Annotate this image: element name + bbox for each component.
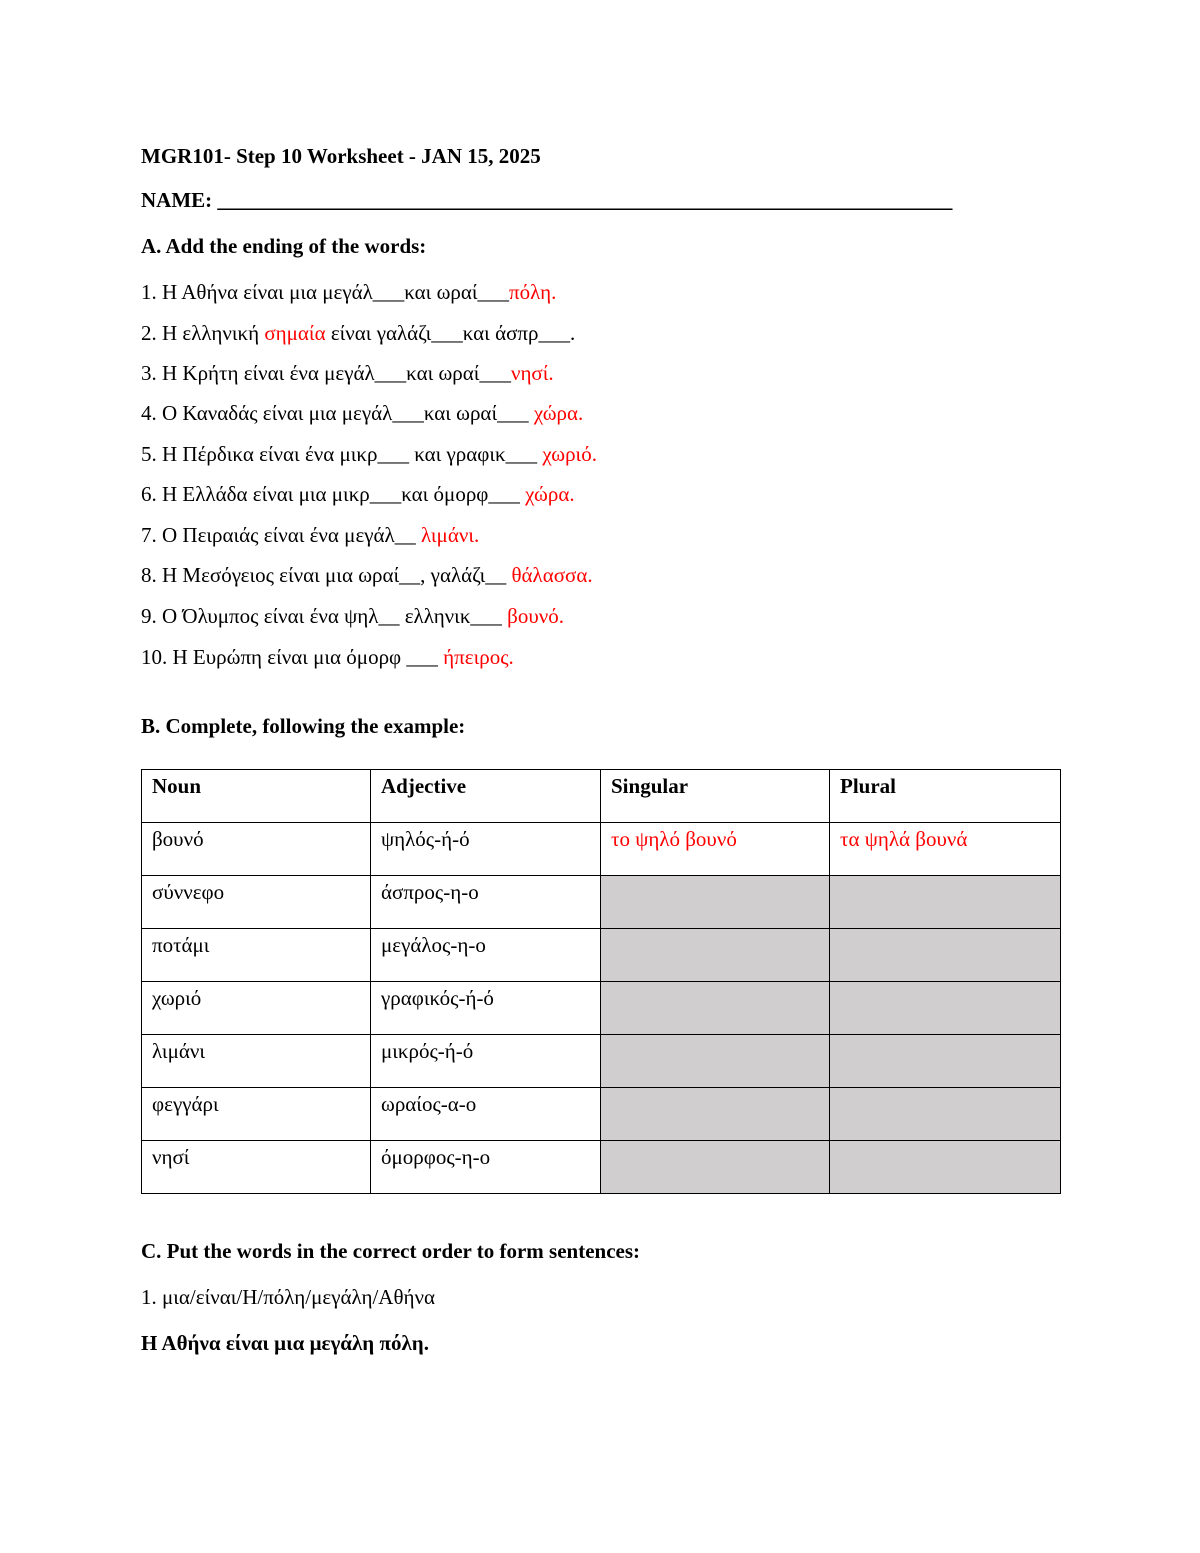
item-answer: χώρα. [533, 401, 584, 425]
exercise-a-item-2 [141, 319, 575, 347]
table-row [142, 929, 1061, 982]
item-text-after: είναι γαλάζι___και άσπρ___. [325, 321, 576, 345]
adjective-cell: ωραίος-α-ο [371, 1088, 601, 1141]
noun-cell: νησί [142, 1141, 371, 1194]
exercise-a-item-5 [141, 440, 597, 468]
exercise-a-item-1 [141, 278, 556, 306]
adjective-cell: ψηλός-ή-ό [371, 823, 601, 876]
exercise-a-item-9 [141, 602, 564, 630]
item-answer: νησί. [510, 361, 554, 385]
table-row [142, 823, 1061, 876]
item-text: 1. Η Αθήνα είναι μια μεγάλ___και ωραί___ [141, 280, 510, 304]
name-label: NAME: [141, 188, 213, 212]
singular-cell[interactable] [601, 1035, 830, 1088]
table-header-row [142, 770, 1061, 823]
table-row [142, 1088, 1061, 1141]
item-text: 2. Η ελληνική [141, 321, 265, 345]
exercise-a-item-7 [141, 521, 479, 549]
worksheet-title: MGR101- Step 10 Worksheet - JAN 15, 2025 [141, 144, 541, 168]
adjective-cell: όμορφος-η-ο [371, 1141, 601, 1194]
item-text: 10. Η Ευρώπη είναι μια όμορφ ___ [141, 645, 444, 669]
plural-cell: τα ψηλά βουνά [830, 823, 1061, 876]
item-text: 5. Η Πέρδικα είναι ένα μικρ___ και γραφικ___ [141, 442, 543, 466]
item-answer: χώρα. [525, 482, 575, 506]
noun-cell: σύννεφο [142, 876, 371, 929]
adjective-cell: άσπρος-η-ο [371, 876, 601, 929]
column-header-adjective: Adjective [371, 770, 601, 823]
noun-cell: χωριό [142, 982, 371, 1035]
singular-cell: το ψηλό βουνό [601, 823, 830, 876]
exercise-c-item-1: 1. μια/είναι/Η/πόλη/μεγάλη/Αθήνα [141, 1285, 435, 1309]
table-row [142, 1141, 1061, 1194]
plural-cell[interactable] [830, 1035, 1061, 1088]
table-row [142, 876, 1061, 929]
item-text: 9. Ο Όλυμπος είναι ένα ψηλ__ ελληνικ___ [141, 604, 508, 628]
item-answer: λιμάνι. [420, 523, 480, 547]
item-text: 8. Η Μεσόγειος είναι μια ωραί__, γαλάζι__ [141, 563, 512, 587]
singular-cell[interactable] [601, 876, 830, 929]
table-row [142, 982, 1061, 1035]
adjective-cell: γραφικός-ή-ό [371, 982, 601, 1035]
noun-cell: φεγγάρι [142, 1088, 371, 1141]
exercise-a-item-4 [141, 399, 583, 427]
item-answer: ήπειρος. [443, 645, 514, 669]
item-answer: σημαία [264, 321, 326, 345]
exercise-a-item-10 [141, 643, 514, 671]
exercise-b-table [141, 769, 1061, 1194]
exercise-c-answer: Η Αθήνα είναι μια μεγάλη πόλη. [141, 1331, 429, 1355]
table-row [142, 1035, 1061, 1088]
adjective-cell: μικρός-ή-ό [371, 1035, 601, 1088]
plural-cell[interactable] [830, 1088, 1061, 1141]
column-header-plural: Plural [830, 770, 1061, 823]
noun-cell: ποτάμι [142, 929, 371, 982]
section-b-heading: B. Complete, following the example: [141, 714, 466, 738]
singular-cell[interactable] [601, 982, 830, 1035]
singular-cell[interactable] [601, 929, 830, 982]
plural-cell[interactable] [830, 876, 1061, 929]
plural-cell[interactable] [830, 982, 1061, 1035]
section-c-heading: C. Put the words in the correct order to form sentences: [141, 1239, 641, 1263]
name-blank: ______________________________________________________________________ [217, 188, 953, 212]
item-answer: θάλασσα. [511, 563, 593, 587]
singular-cell[interactable] [601, 1141, 830, 1194]
section-a-heading: A. Add the ending of the words: [141, 234, 427, 258]
exercise-a-item-6 [141, 480, 575, 508]
item-answer: πόλη. [509, 280, 557, 304]
plural-cell[interactable] [830, 929, 1061, 982]
noun-cell: λιμάνι [142, 1035, 371, 1088]
singular-cell[interactable] [601, 1088, 830, 1141]
noun-cell: βουνό [142, 823, 371, 876]
item-text: 3. Η Κρήτη είναι ένα μεγάλ___και ωραί___ [141, 361, 511, 385]
column-header-noun: Noun [142, 770, 371, 823]
item-text: 4. Ο Καναδάς είναι μια μεγάλ___και ωραί___ [141, 401, 534, 425]
adjective-cell: μεγάλος-η-ο [371, 929, 601, 982]
item-text: 7. Ο Πειραιάς είναι ένα μεγάλ__ [141, 523, 421, 547]
item-answer: χωριό. [542, 442, 597, 466]
name-line [141, 186, 952, 214]
exercise-a-item-3 [141, 359, 554, 387]
item-answer: βουνό. [507, 604, 564, 628]
item-text: 6. Η Ελλάδα είναι μια μικρ___και όμορφ___ [141, 482, 526, 506]
plural-cell[interactable] [830, 1141, 1061, 1194]
column-header-singular: Singular [601, 770, 830, 823]
exercise-a-item-8 [141, 561, 593, 589]
